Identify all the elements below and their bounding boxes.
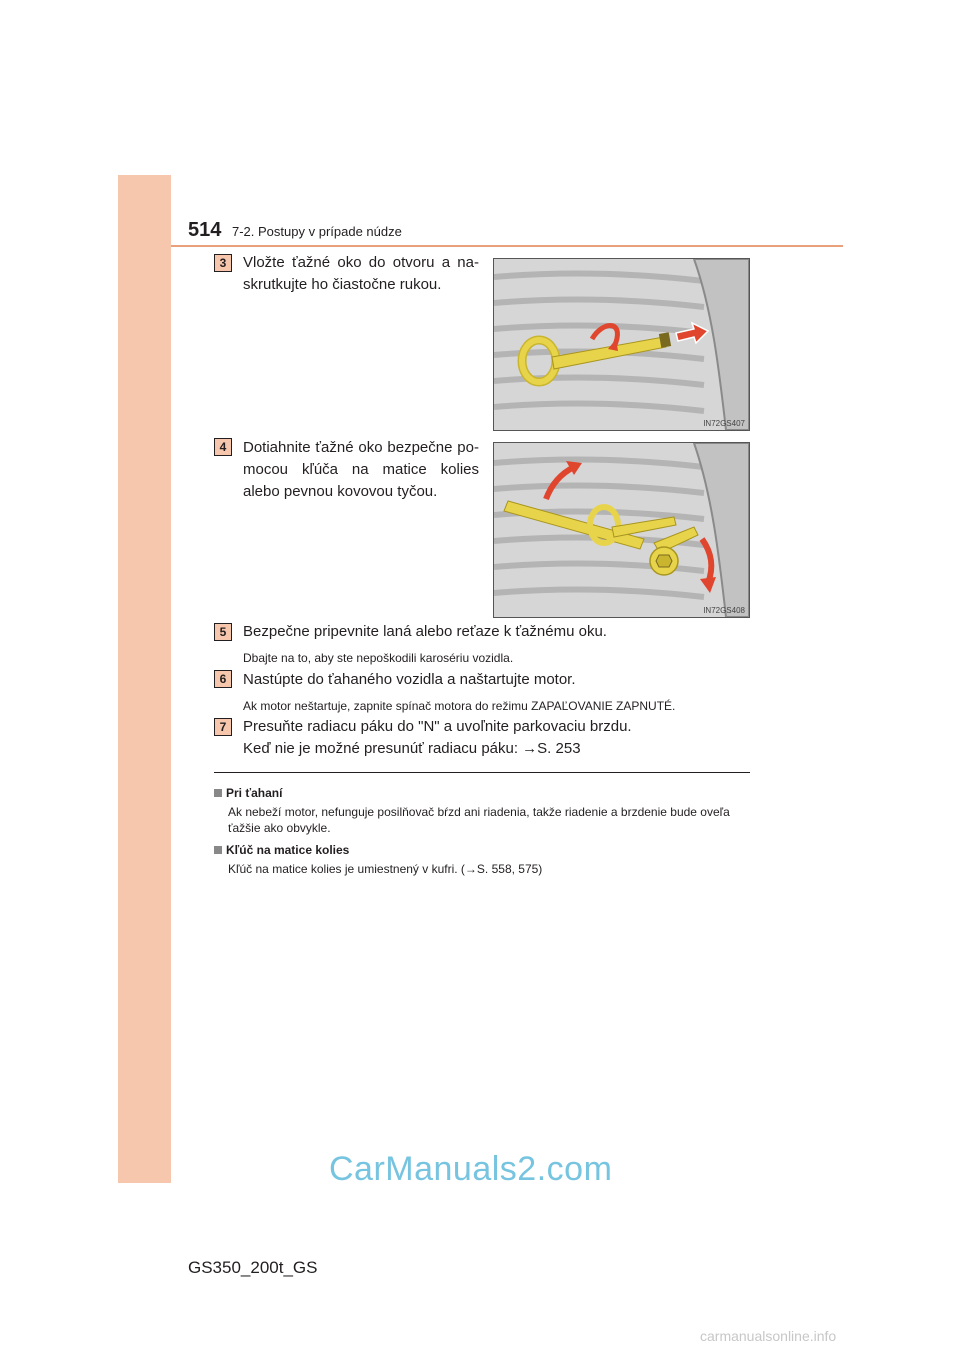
step-badge-3: 3 (214, 254, 232, 272)
header-rule (171, 245, 843, 247)
step-badge-4: 4 (214, 438, 232, 456)
step-3-text: Vložte ťažné oko do otvoru a na-skrutkujte ho čiastočne rukou. (243, 254, 479, 293)
step-6-note: Ak motor neštartuje, zapnite spínač motora do režimu ZAPAĽOVANIE ZAPNUTÉ. (243, 699, 676, 713)
towing-eye-insert-drawing (494, 259, 749, 430)
illustration-towing-eye-tighten (493, 442, 750, 618)
note-heading-towing-text: Pri ťahaní (226, 786, 283, 800)
square-bullet-icon (214, 846, 222, 854)
note-body-wrench: Kľúč na matice kolies je umiestnený v kufri. (→S. 558, 575) (228, 862, 543, 876)
section-title: 7-2. Postupy v prípade núdze (232, 224, 402, 239)
step-5-note: Dbajte na to, aby ste nepoškodili karosériu vozidla. (243, 651, 514, 665)
step-7-text: Presuňte radiacu páku do "N" a uvoľnite parkovaciu brzdu. (243, 718, 632, 735)
towing-eye-tighten-drawing (494, 443, 749, 617)
note-heading-wrench-text: Kľúč na matice kolies (226, 843, 350, 857)
watermark-logo: CarManuals2.com (329, 1150, 613, 1188)
footer-site-watermark: carmanualsonline.info (700, 1328, 837, 1344)
page-number: 514 (188, 219, 222, 241)
square-bullet-icon (214, 789, 222, 797)
step-badge-6: 6 (214, 670, 232, 688)
step-7-text-2: Keď nie je možné presunúť radiacu páku: →S. 253 (243, 740, 581, 757)
step-5-text: Bezpečne pripevnite laná alebo reťaze k ťažnému oku. (243, 623, 607, 640)
step-6-text: Nastúpte do ťahaného vozidla a naštartujte motor. (243, 671, 576, 688)
note-body-towing: Ak nebeží motor, nefunguje posilňovač bŕzd ani riadenia, takže riadenie a brzdenie bude oveľa ťažšie ako obvykle. (228, 805, 730, 835)
notes-rule (214, 772, 750, 773)
footer-model: GS350_200t_GS (188, 1258, 318, 1277)
step-badge-7: 7 (214, 718, 232, 736)
illustration-towing-eye-insert (493, 258, 750, 431)
illustration-code-2: IN72GS408 (703, 606, 745, 615)
note-heading-towing (214, 786, 282, 800)
step-badge-5: 5 (214, 623, 232, 641)
illustration-code-1: IN72GS407 (703, 419, 745, 428)
step-4-text: Dotiahnite ťažné oko bezpečne po-mocou kľúča na matice kolies alebo pevnou kovovou tyčou. (243, 439, 479, 500)
chapter-sidebar (118, 175, 171, 1183)
note-heading-wrench (214, 843, 349, 857)
